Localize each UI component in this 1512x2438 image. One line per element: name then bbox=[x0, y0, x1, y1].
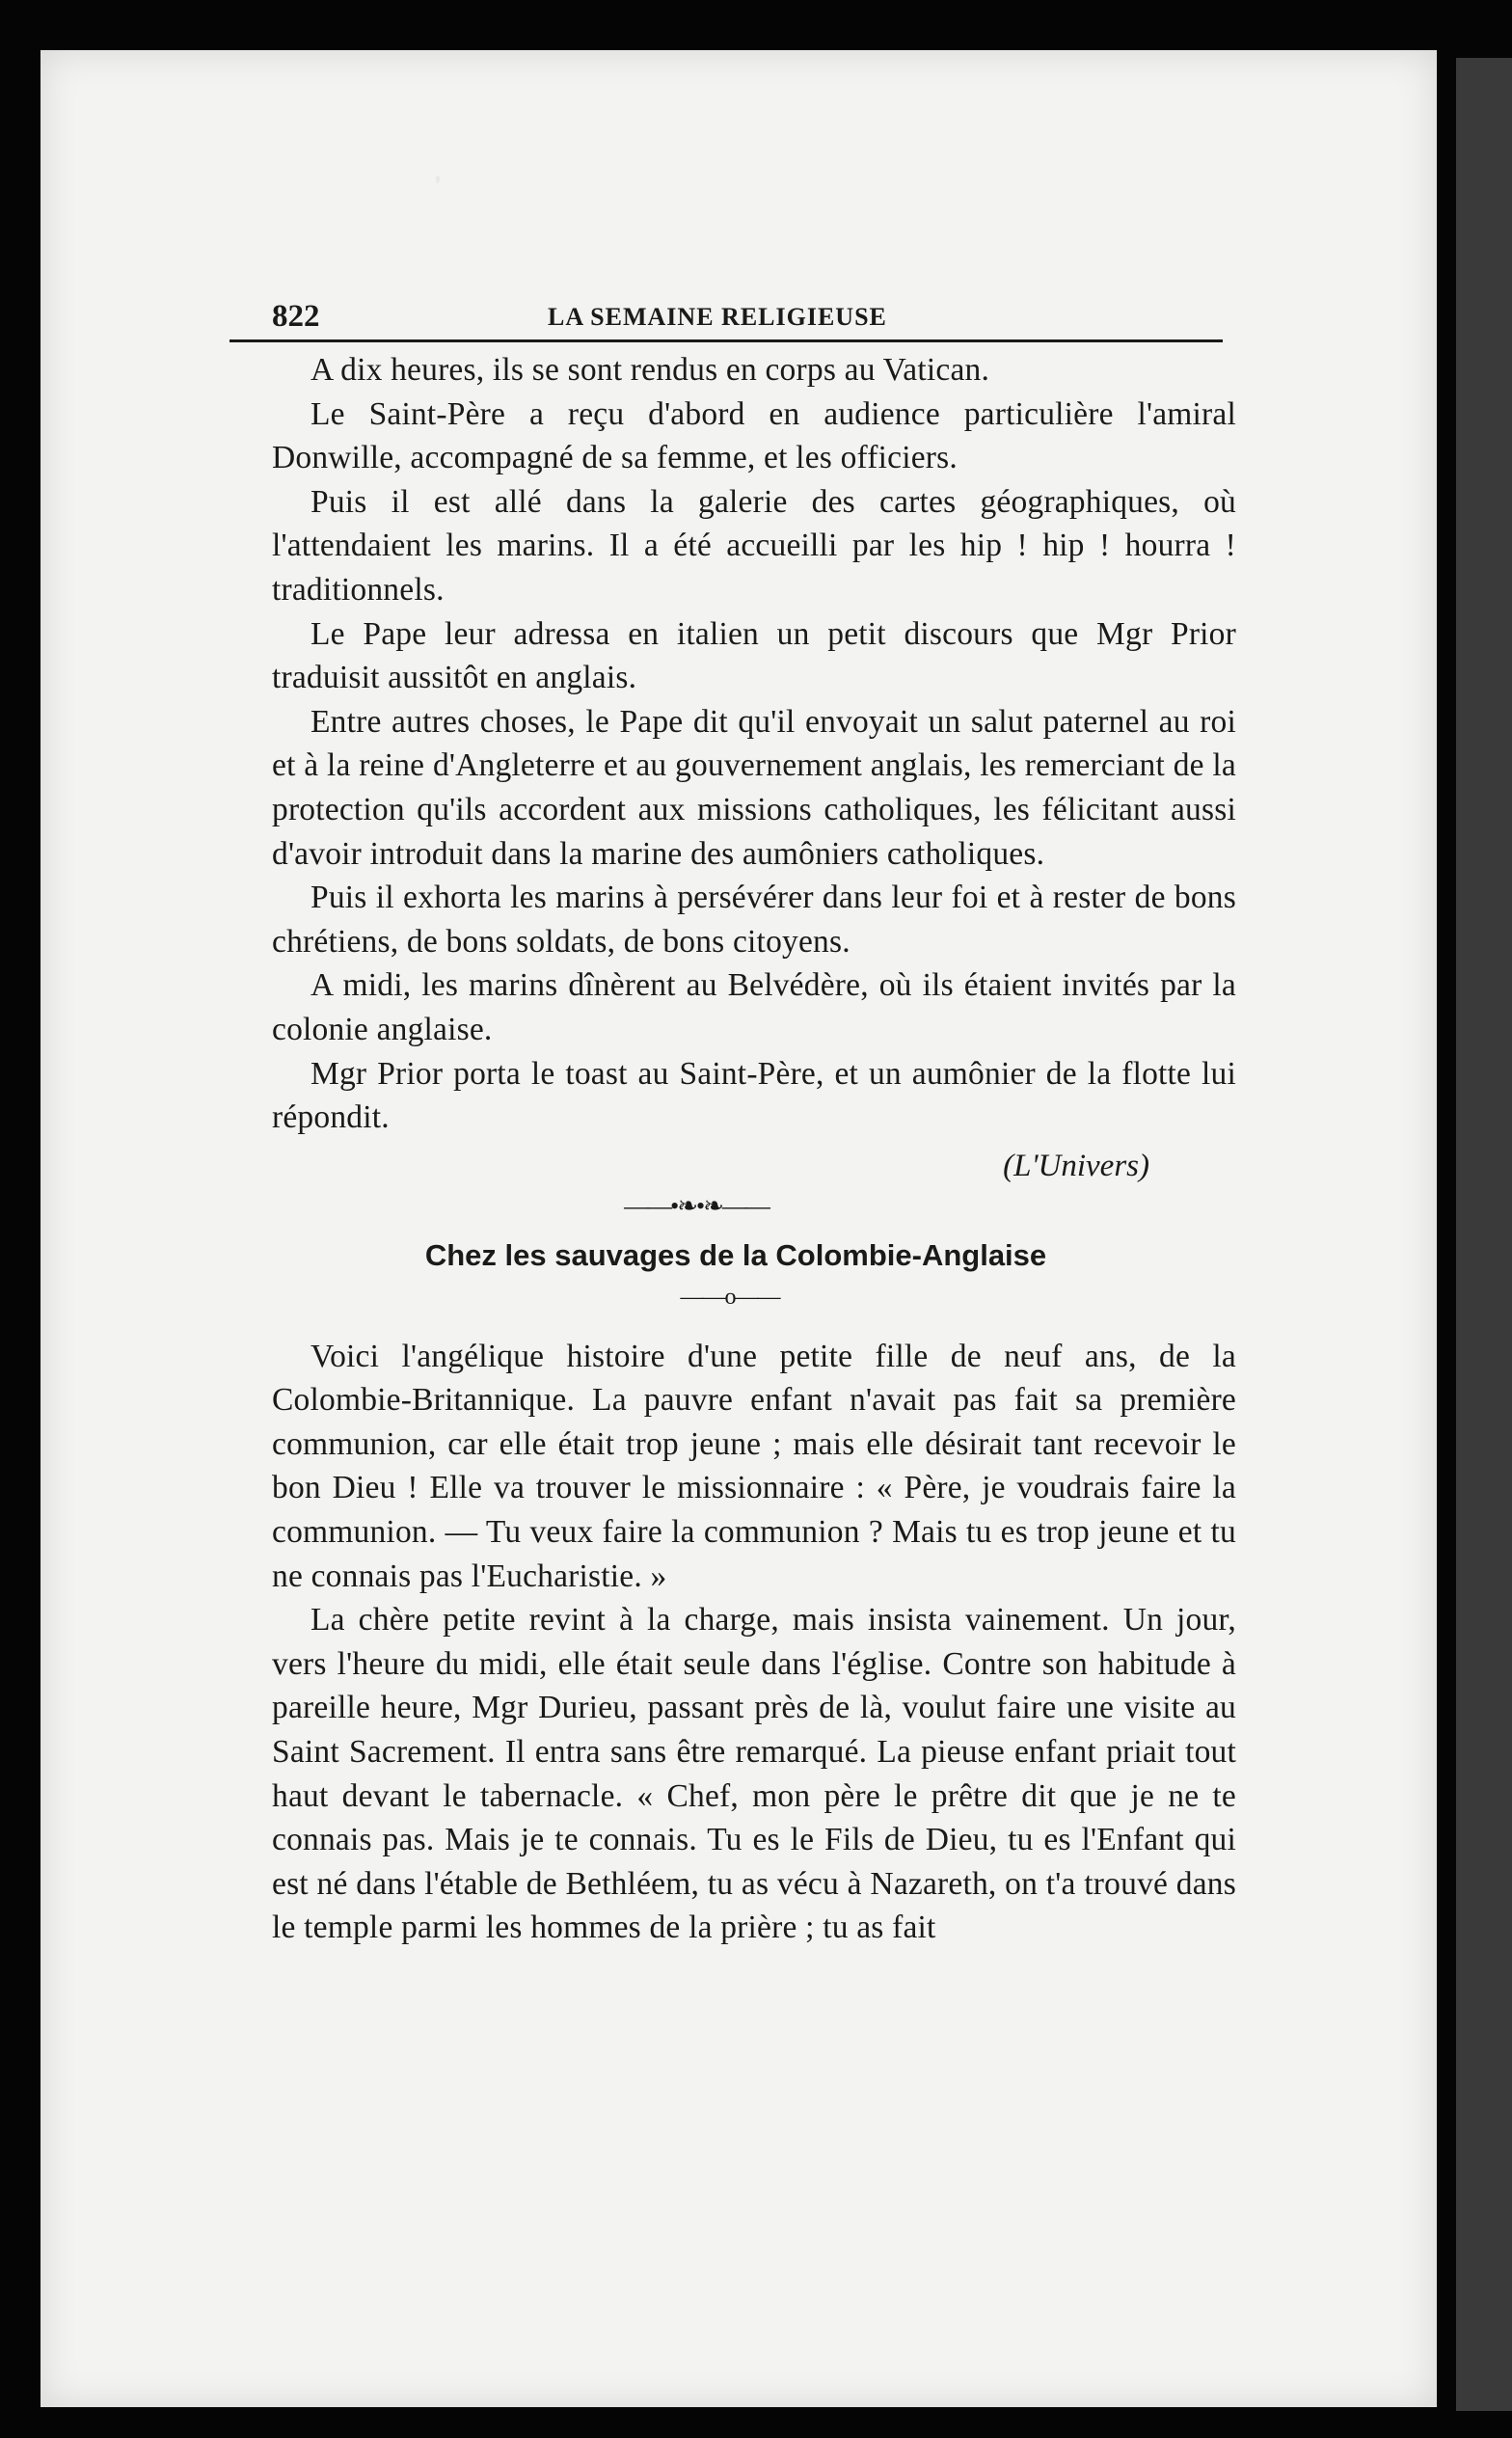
page-header bbox=[230, 289, 1223, 342]
second-article bbox=[272, 1234, 1236, 1950]
paragraph: A midi, les marins dînèrent au Belvédère, où ils étaient invités par la colonie anglaise. bbox=[272, 967, 1236, 1047]
paragraph: Puis il est allé dans la galerie des cartes géographiques, où l'attendaient les marins. Il a été accueilli par les hip ! hip ! hourra ! traditionnels. bbox=[272, 483, 1236, 608]
running-title: LA SEMAINE RELIGIEUSE bbox=[548, 303, 887, 331]
article-title: Chez les sauvages de la Colombie-Anglaise bbox=[424, 1237, 1047, 1272]
paragraph: Mgr Prior porta le toast au Saint-Père, et un aumônier de la flotte lui répondit. bbox=[272, 1055, 1236, 1136]
paragraph: La chère petite revint à la charge, mais insista vainement. Un jour, vers l'heure du midi, elle était seule dans l'église. Contre son habitude à pareille heure, Mgr Durieu, passant près de là, voulut faire une visite au Saint Sacrement. Il entra sans être remarqué. La pieuse enfant priait tout haut devant le tabernacle. « Chef, mon père le prêtre dit que je ne te connais pas. Mais je te connais. Tu es le Fils de Dieu, tu es l'Enfant qui est né dans l'étable de Bethléem, tu as vécu à Nazareth, on t'a trouvé dans le temple parmi les hommes de la prière ; tu as fait bbox=[272, 1602, 1236, 1946]
page-body bbox=[230, 348, 1236, 1950]
paragraph: Voici l'angélique histoire d'une petite fille de neuf ans, de la Colombie-Britannique. La pauvre enfant n'avait pas fait sa première communion, car elle était trop jeune ; mais elle désirait tant recevoir le bon Dieu ! Elle va trouver le missionnaire : « Père, je voudrais faire la communion. — Tu veux faire la communion ? Mais tu es trop jeune et tu ne connais pas l'Eucharistie. » bbox=[272, 1338, 1236, 1594]
paragraph: Le Saint-Père a reçu d'abord en audience particulière l'amiral Donwille, accompagné de sa femme, et les officiers. bbox=[272, 395, 1236, 476]
paragraph: Puis il exhorta les marins à persévérer dans leur foi et à rester de bons chrétiens, de bons soldats, de bons citoyens. bbox=[272, 880, 1236, 960]
paragraph: A dix heures, ils se sont rendus en corps au Vatican. bbox=[310, 352, 990, 388]
page-number: 822 bbox=[272, 299, 320, 334]
first-article bbox=[272, 348, 1236, 1188]
title-separator: ——o—— bbox=[680, 1284, 780, 1310]
adjacent-page-edge bbox=[1456, 58, 1512, 2411]
paragraph: Entre autres choses, le Pape dit qu'il envoyait un salut paternel au roi et à la reine d'Angleterre et au gouvernement anglais, les remerciant de la protection qu'ils accordent aux missions catholiques, les félicitant aussi d'avoir introduit dans la marine des aumôniers catholiques. bbox=[272, 703, 1236, 872]
section-ornament: ——•❧•❧—— bbox=[624, 1191, 769, 1220]
paragraph: Le Pape leur adressa en italien un petit discours que Mgr Prior traduisit aussitôt en anglais. bbox=[272, 615, 1236, 696]
printed-page bbox=[230, 289, 1236, 1950]
source-attribution: (L'Univers) bbox=[1003, 1148, 1149, 1183]
